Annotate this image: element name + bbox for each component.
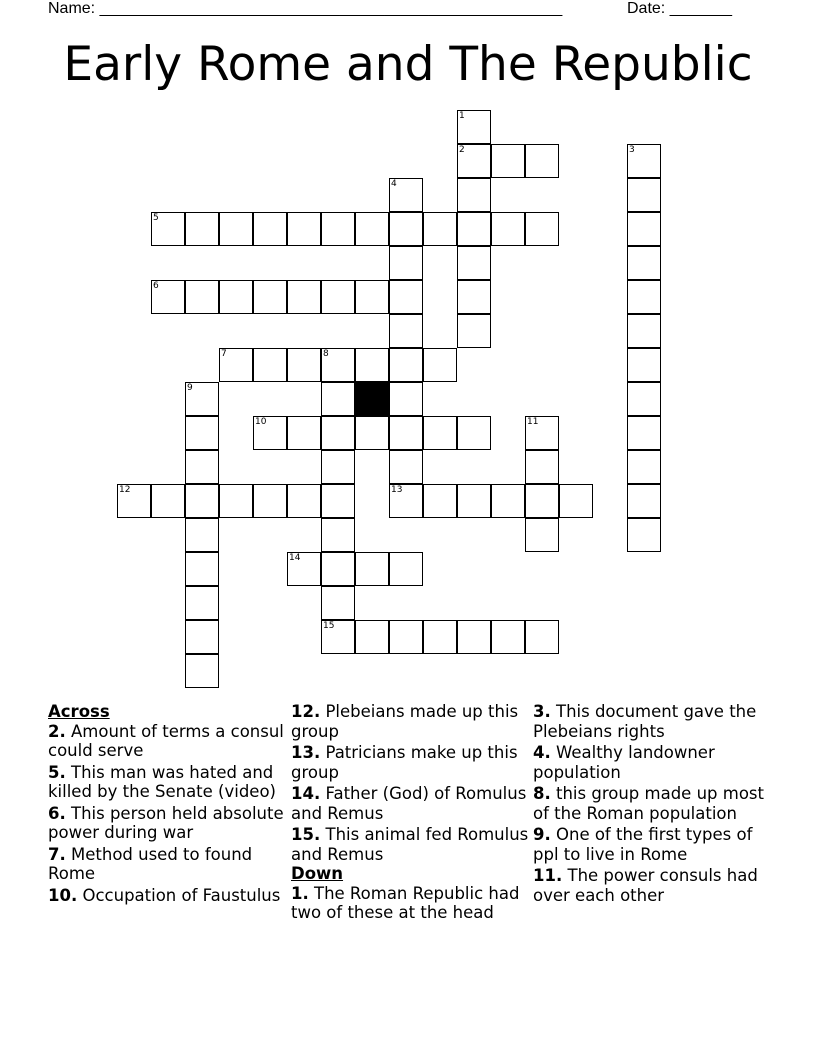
grid-cell[interactable] [627,246,661,280]
grid-cell[interactable] [627,416,661,450]
grid-cell[interactable] [185,382,219,416]
grid-cell[interactable] [117,484,151,518]
down-clue-8: 8. this group made up most of the Roman population [533,784,764,823]
grid-cell[interactable] [219,484,253,518]
grid-cell[interactable] [423,348,457,382]
grid-cell[interactable] [287,348,321,382]
grid-cell[interactable] [627,280,661,314]
across-clue-2: 2. Amount of terms a consul could serve [48,721,284,760]
down-clue-3: 3. This document gave the Plebeians rights [533,702,757,741]
grid-cell[interactable] [287,416,321,450]
grid-cell[interactable] [185,552,219,586]
grid-cell[interactable] [151,212,185,246]
clue-number: 15 [323,621,335,631]
grid-cell[interactable] [423,416,457,450]
name-field: Name: ____________________________________________________ [48,0,563,17]
clues-column-3 [533,702,773,907]
puzzle-title: Early Rome and The Republic [63,37,753,92]
grid-cell[interactable] [287,280,321,314]
across-clue-10: 10. Occupation of Faustulus [48,885,281,905]
grid-cell[interactable] [457,246,491,280]
grid-cell[interactable] [253,348,287,382]
date-field: Date: _______ [627,0,732,17]
grid-cell[interactable] [457,212,491,246]
grid-cell[interactable] [457,178,491,212]
grid-cell[interactable] [321,552,355,586]
clue-number: 11 [527,417,539,427]
grid-cell[interactable] [389,348,423,382]
grid-cell[interactable] [219,280,253,314]
grid-cell[interactable] [389,416,423,450]
clue-number: 1 [459,111,465,121]
clue-number: 7 [221,349,227,359]
grid-cell[interactable] [185,518,219,552]
grid-cell[interactable] [389,450,423,484]
grid-cell[interactable] [627,144,661,178]
grid-cell[interactable] [491,620,525,654]
grid-cell[interactable] [525,620,559,654]
grid-cell[interactable] [355,348,389,382]
across-clue-13: 13. Patricians make up this group [291,743,518,782]
grid-cell[interactable] [389,178,423,212]
grid-cell[interactable] [389,552,423,586]
grid-cell[interactable] [253,416,287,450]
grid-cell[interactable] [355,416,389,450]
grid-cell[interactable] [457,280,491,314]
across-heading: Across [48,702,110,721]
grid-cell[interactable] [457,484,491,518]
grid-cell[interactable] [321,620,355,654]
down-heading: Down [291,864,344,883]
clue-number: 12 [119,485,131,495]
grid-cell[interactable] [423,620,457,654]
grid-cell[interactable] [287,212,321,246]
grid-cell[interactable] [355,212,389,246]
grid-cell[interactable] [559,484,593,518]
grid-cell[interactable] [389,620,423,654]
grid-cell[interactable] [627,518,661,552]
across-clue-6: 6. This person held absolute power during war [48,803,284,842]
grid-cell[interactable] [219,348,253,382]
grid-cell[interactable] [627,212,661,246]
grid-cell[interactable] [389,382,423,416]
grid-cell[interactable] [389,484,423,518]
grid-cell[interactable] [185,212,219,246]
grid-cell[interactable] [287,484,321,518]
grid-cell[interactable] [627,314,661,348]
grid-cell[interactable] [185,484,219,518]
clue-number: 5 [153,213,159,223]
grid-cell[interactable] [525,518,559,552]
grid-cell[interactable] [185,620,219,654]
grid-cell[interactable] [253,212,287,246]
down-clue-11: 11. The power consuls had over each other [533,866,758,905]
grid-cell[interactable] [253,484,287,518]
grid-cell[interactable] [185,416,219,450]
grid-cell[interactable] [525,144,559,178]
grid-cell[interactable] [321,348,355,382]
down-clue-9: 9. One of the first types of ppl to live in Rome [533,825,753,864]
grid-cell[interactable] [389,212,423,246]
grid-cell[interactable] [457,110,491,144]
clue-number: 14 [289,553,301,563]
grid-cell[interactable] [151,280,185,314]
across-clue-15: 15. This animal fed Romulus and Remus [291,825,529,864]
clue-number: 9 [187,383,193,393]
grid-cell[interactable] [355,280,389,314]
grid-cell[interactable] [321,450,355,484]
grid-cell[interactable] [321,416,355,450]
grid-cell[interactable] [525,484,559,518]
clue-number: 8 [323,349,329,359]
grid-cell[interactable] [219,212,253,246]
grid-cell[interactable] [355,620,389,654]
grid-cell[interactable] [321,280,355,314]
grid-cell[interactable] [627,484,661,518]
down-clue-4: 4. Wealthy landowner population [533,743,715,782]
grid-cell[interactable] [321,212,355,246]
clue-number: 10 [255,417,267,427]
down-clue-1: 1. The Roman Republic had two of these at the head [291,883,520,922]
clues-column-1 [48,702,288,907]
grid-cell[interactable] [457,416,491,450]
grid-cell[interactable] [185,280,219,314]
clue-number: 6 [153,281,159,291]
grid-cell[interactable] [321,518,355,552]
grid-cell[interactable] [321,382,355,416]
grid-cell[interactable] [627,382,661,416]
grid-cell[interactable] [185,450,219,484]
across-clue-7: 7. Method used to found Rome [48,844,253,883]
grid-cell[interactable] [525,416,559,450]
grid-cell[interactable] [627,348,661,382]
grid-cell[interactable] [491,212,525,246]
grid-cell[interactable] [491,144,525,178]
grid-cell[interactable] [355,552,389,586]
across-clue-5: 5. This man was hated and killed by the Senate (video) [48,762,276,801]
grid-cell[interactable] [525,212,559,246]
grid-cell[interactable] [287,552,321,586]
grid-cell[interactable] [321,586,355,620]
grid-cell[interactable] [321,484,355,518]
grid-cell[interactable] [627,450,661,484]
grid-cell[interactable] [457,314,491,348]
grid-cell[interactable] [423,212,457,246]
grid-cell[interactable] [389,280,423,314]
grid-cell[interactable] [389,314,423,348]
grid-cell[interactable] [253,280,287,314]
grid-cell[interactable] [185,586,219,620]
grid-block [355,382,389,416]
grid-cell[interactable] [185,654,219,688]
grid-cell[interactable] [491,484,525,518]
grid-cell[interactable] [389,246,423,280]
clue-number: 13 [391,485,403,495]
grid-cell[interactable] [423,484,457,518]
clue-number: 2 [459,145,465,155]
grid-cell[interactable] [525,450,559,484]
across-clue-12: 12. Plebeians made up this group [291,702,519,741]
clues-column-2 [291,702,531,925]
grid-cell[interactable] [457,144,491,178]
grid-cell[interactable] [627,178,661,212]
grid-cell[interactable] [457,620,491,654]
clue-number: 4 [391,179,397,189]
clue-number: 3 [629,145,635,155]
grid-cell[interactable] [151,484,185,518]
across-clue-14: 14. Father (God) of Romulus and Remus [291,784,527,823]
